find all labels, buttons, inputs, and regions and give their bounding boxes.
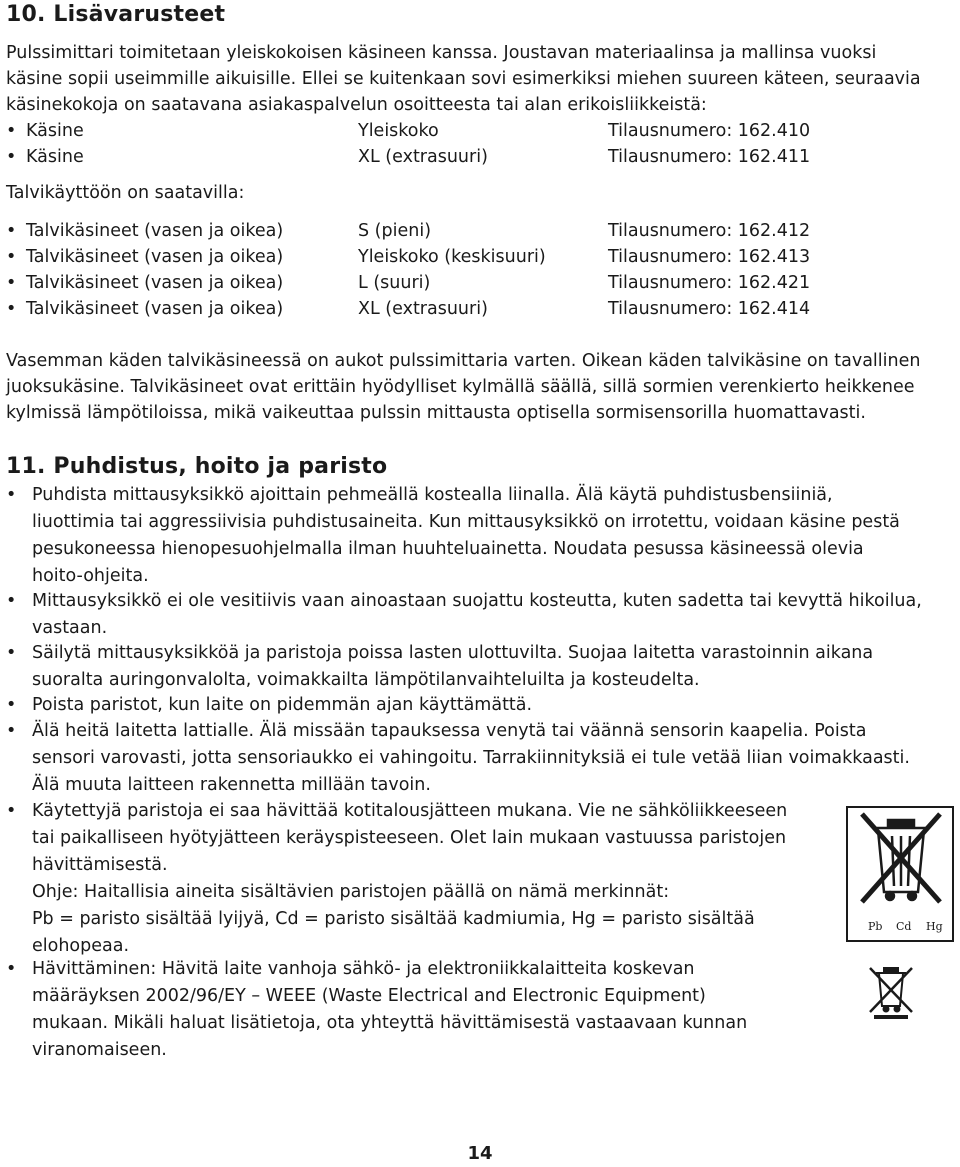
bullet-icon: • xyxy=(6,959,17,979)
glove-order-number: Tilausnumero: 162.410 xyxy=(608,121,811,141)
bullet-icon: • xyxy=(6,801,17,821)
symbol-label-pb: Pb xyxy=(868,920,883,933)
bullet-icon: • xyxy=(6,721,17,741)
winter-label: Talvikäyttöön on saatavilla: xyxy=(6,183,245,203)
bullet-line: Älä muuta laitteen rakennetta millään tavoin. xyxy=(32,775,431,795)
bullet-icon: • xyxy=(6,147,17,167)
glove-name: Käsine xyxy=(26,121,84,141)
bullet-line: suoralta auringonvalolta, voimakkailta lämpötilanvaihteluilta ja kosteudelta. xyxy=(32,670,700,690)
bullet-line: Säilytä mittausyksikköä ja paristoja poissa lasten ulottuvilta. Suojaa laitetta varastoinnin aikana xyxy=(32,643,874,663)
glove-order-number: Tilausnumero: 162.414 xyxy=(608,299,811,319)
glove-order-number: Tilausnumero: 162.413 xyxy=(608,247,811,267)
bullet-icon: • xyxy=(6,591,17,611)
bullet-line: elohopeaa. xyxy=(32,936,130,956)
bullet-line: Poista paristot, kun laite on pidemmän ajan käyttämättä. xyxy=(32,695,533,715)
symbol-label-hg: Hg xyxy=(926,920,943,933)
bullet-line: Ohje: Haitallisia aineita sisältävien paristojen päällä on nämä merkinnät: xyxy=(32,882,670,902)
glove-size: L (suuri) xyxy=(358,273,431,293)
bullet-icon: • xyxy=(6,247,17,267)
bullet-line: Hävittäminen: Hävitä laite vanhoja sähkö- ja elektroniikkalaitteita koskevan xyxy=(32,959,695,979)
bullet-text xyxy=(32,588,922,642)
glove-order-number: Tilausnumero: 162.411 xyxy=(608,147,811,167)
bullet-text xyxy=(32,692,532,719)
bullet-line: Älä heitä laitetta lattialle. Älä missään tapauksessa venytä tai väännä sensorin kaapelia. Poista xyxy=(32,721,867,741)
glove-order-number: Tilausnumero: 162.421 xyxy=(608,273,811,293)
bullet-line: hävittämisestä. xyxy=(32,855,168,875)
bullet-text xyxy=(32,718,910,799)
note-line-3: kylmissä lämpötiloissa, mikä vaikeuttaa pulssin mittausta optisella sormisensorilla huomattavasti. xyxy=(6,403,866,423)
bullet-icon: • xyxy=(6,121,17,141)
glove-order-number: Tilausnumero: 162.412 xyxy=(608,221,811,241)
crossed-wheelie-bin-icon xyxy=(870,968,912,1012)
bullet-line: viranomaiseen. xyxy=(32,1040,167,1060)
bullet-icon: • xyxy=(6,695,17,715)
glove-name: Talvikäsineet (vasen ja oikea) xyxy=(26,247,284,267)
bullet-icon: • xyxy=(6,273,17,293)
bullet-line: Käytettyjä paristoja ei saa hävittää kotitalousjätteen mukana. Vie ne sähköliikkeeseen xyxy=(32,801,788,821)
bullet-icon: • xyxy=(6,643,17,663)
bullet-line: tai paikalliseen hyötyjätteen keräyspisteeseen. Olet lain mukaan vastuussa paristojen xyxy=(32,828,787,848)
glove-name: Talvikäsineet (vasen ja oikea) xyxy=(26,299,284,319)
section-10-title: 10. Lisävarusteet xyxy=(6,2,226,27)
weee-symbol xyxy=(864,966,920,1020)
bullet-line: pesukoneessa hienopesuohjelmalla ilman huuhteluainetta. Noudata pesussa käsineessä olevia xyxy=(32,539,864,559)
bullet-text xyxy=(32,482,900,590)
bullet-line: vastaan. xyxy=(32,618,108,638)
bullet-text xyxy=(32,956,747,1064)
bullet-line: mukaan. Mikäli haluat lisätietoja, ota yhteyttä hävittämisestä vastaavaan kunnan xyxy=(32,1013,748,1033)
bullet-icon: • xyxy=(6,221,17,241)
bullet-line: Mittausyksikkö ei ole vesitiivis vaan ainoastaan suojattu kosteutta, kuten sadetta tai kevyttä hikoilua, xyxy=(32,591,922,611)
note-line-2: juoksukäsine. Talvikäsineet ovat erittäin hyödylliset kylmällä säällä, sillä sormien verenkierto heikkenee xyxy=(6,377,915,397)
glove-size: XL (extrasuuri) xyxy=(358,299,488,319)
bullet-icon: • xyxy=(6,299,17,319)
bullet-line: Pb = paristo sisältää lyijyä, Cd = paristo sisältää kadmiumia, Hg = paristo sisältää xyxy=(32,909,755,929)
section-11-title: 11. Puhdistus, hoito ja paristo xyxy=(6,454,388,479)
battery-disposal-symbol xyxy=(846,806,954,942)
note-line-1: Vasemman käden talvikäsineessä on aukot pulssimittaria varten. Oikean käden talvikäsine on tavallinen xyxy=(6,351,921,371)
symbol-label-cd: Cd xyxy=(896,920,912,933)
glove-size: XL (extrasuuri) xyxy=(358,147,488,167)
bullet-line: sensori varovasti, jotta sensoriaukko ei vahingoitu. Tarrakiinnityksiä ei tule vetää liian voimakkaasti. xyxy=(32,748,910,768)
bullet-text xyxy=(32,640,873,694)
page-number: 14 xyxy=(467,1143,493,1164)
bullet-text xyxy=(32,798,787,960)
glove-name: Käsine xyxy=(26,147,84,167)
bullet-icon: • xyxy=(6,485,17,505)
bullet-line: Puhdista mittausyksikkö ajoittain pehmeällä kostealla liinalla. Älä käytä puhdistusbensiiniä, xyxy=(32,485,833,505)
glove-size: S (pieni) xyxy=(358,221,432,241)
glove-size: Yleiskoko (keskisuuri) xyxy=(358,247,546,267)
glove-size: Yleiskoko xyxy=(358,121,439,141)
intro-line-3: käsinekokoja on saatavana asiakaspalvelun osoitteesta tai alan erikoisliikkeistä: xyxy=(6,95,707,115)
glove-name: Talvikäsineet (vasen ja oikea) xyxy=(26,273,284,293)
bullet-line: määräyksen 2002/96/EY – WEEE (Waste Electrical and Electronic Equipment) xyxy=(32,986,706,1006)
glove-name: Talvikäsineet (vasen ja oikea) xyxy=(26,221,284,241)
bullet-line: liuottimia tai aggressiivisia puhdistusaineita. Kun mittausyksikkö on irrotettu, voidaan käsine pestä xyxy=(32,512,900,532)
intro-line-1: Pulssimittari toimitetaan yleiskokoisen käsineen kanssa. Joustavan materiaalinsa ja mallinsa vuoksi xyxy=(6,43,877,63)
bullet-line: hoito-ohjeita. xyxy=(32,566,149,586)
intro-line-2: käsine sopii useimmille aikuisille. Ellei se kuitenkaan sovi esimerkiksi miehen suureen käteen, seuraavia xyxy=(6,69,921,89)
